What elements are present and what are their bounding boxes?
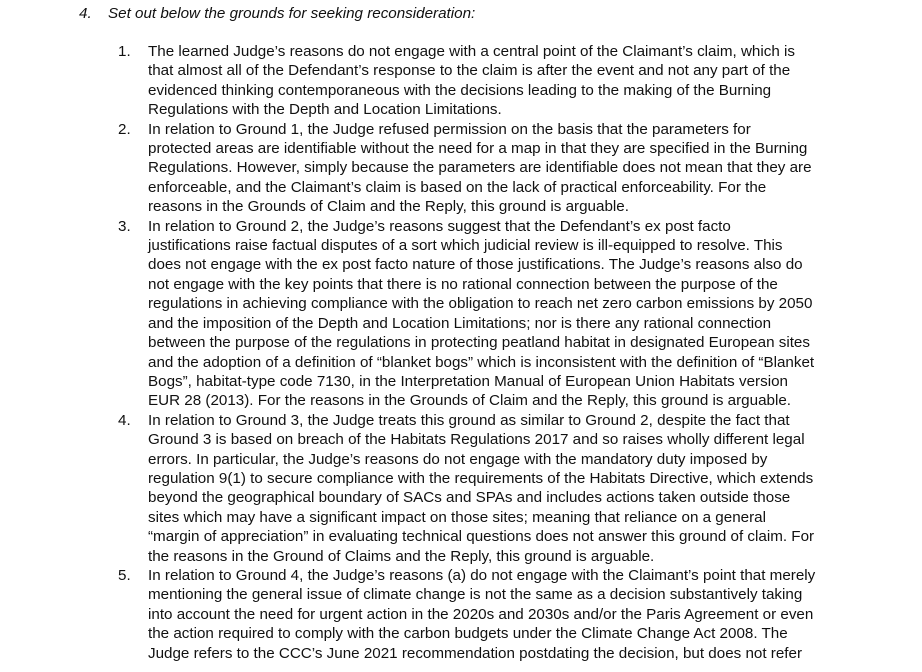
list-item (0, 411, 922, 566)
list-item-number: 5. (118, 566, 131, 584)
list-item (0, 217, 922, 411)
list-item-text-line: the action required to comply with the carbon budgets under the Climate Change Act 2008. The (148, 625, 788, 643)
list-item-text-line: In relation to Ground 2, the Judge’s reasons suggest that the Defendant’s ex post facto (148, 217, 731, 235)
list-item-text-line: Judge refers to the CCC’s June 2021 recommendation postdating the decision, but does not refer (148, 644, 803, 662)
list-item-text-line: In relation to Ground 1, the Judge refused permission on the basis that the parameters for (148, 120, 751, 138)
list-item-number: 4. (118, 411, 131, 429)
list-item-text-line: justifications raise factual disputes of a sort which judicial review is ill-equipped to resolve. This (148, 237, 783, 255)
list-item-text-line: into account the need for urgent action in the 2020s and 2030s and/or the Paris Agreement or even (148, 605, 814, 623)
section-title: Set out below the grounds for seeking reconsideration: (108, 5, 476, 22)
list-item (0, 120, 922, 217)
list-item-text-line: errors. In particular, the Judge’s reasons do not engage with the mandatory duty imposed by (148, 450, 768, 468)
list-item-text-line: sites which may have a significant impact on those sites; meaning that reliance on a general (148, 508, 766, 526)
list-item-text-line: “margin of appreciation” in evaluating technical questions does not answer this ground of claim. For (148, 528, 815, 546)
list-item-text-line: and the imposition of the Depth and Location Limitations; nor is there any rational connection (148, 314, 772, 332)
list-item-text-line: regulation 9(1) to secure compliance with the requirements of the Habitats Directive, which extends (148, 469, 814, 487)
grounds-list (0, 42, 922, 663)
list-item-text-line: regulations in achieving compliance with the obligation to reach net zero carbon emissions by 2050 (148, 295, 813, 313)
list-item-text-line: the reasons in the Ground of Claims and the Reply, this ground is arguable. (148, 547, 655, 565)
list-item-text-line: that almost all of the Defendant’s response to the claim is after the event and not any part of the (148, 62, 791, 80)
list-item (0, 566, 922, 663)
list-item-text-line: and the adoption of a definition of “blanket bogs” which is inconsistent with the definition of “Blanket (148, 353, 815, 371)
list-item-text-line: reasons in the Grounds of Claim and the Reply, this ground is arguable. (148, 198, 629, 216)
list-item-text-line: In relation to Ground 4, the Judge’s reasons (a) do not engage with the Claimant’s point that merely (148, 566, 816, 584)
list-item-text-line: mentioning the general issue of climate change is not the same as a decision substantively taking (148, 586, 803, 604)
list-item-text-line: does not engage with the ex post facto nature of those justifications. The Judge’s reasons also do (148, 256, 803, 274)
list-item-text-line: not engage with the key points that there is no rational connection between the purpose of the (148, 275, 778, 293)
list-item-text-line: Bogs”, habitat-type code 7130, in the Interpretation Manual of European Union Habitats version (148, 372, 788, 390)
list-item-text-line: Regulations. However, simply because the parameters are identifiable does not mean that they are (148, 159, 812, 177)
list-item-number: 1. (118, 43, 131, 60)
list-item-text-line: Ground 3 is based on breach of the Habitats Regulations 2017 and so raises wholly different legal (148, 431, 805, 449)
list-item-text-line: Regulations with the Depth and Location Limitations. (148, 101, 502, 119)
list-item-text-line: evidenced thinking contemporaneous with the decisions leading to the making of the Burning (148, 81, 772, 99)
list-item-text-line: enforceable, and the Claimant’s claim is based on the lack of practical enforceability. For the (148, 178, 767, 196)
list-item-text-line: The learned Judge’s reasons do not engage with a central point of the Claimant’s claim, which is (148, 43, 795, 60)
list-item-text-line: between the purpose of the regulations in protecting peatland habitat in designated European sites (148, 334, 810, 352)
list-item (0, 42, 922, 120)
list-item-text-line: In relation to Ground 3, the Judge treats this ground as similar to Ground 2, despite the fact that (148, 411, 790, 429)
section-number: 4. (79, 5, 92, 22)
list-item-text-line: EUR 28 (2013). For the reasons in the Grounds of Claim and the Reply, this ground is arguable. (148, 392, 791, 410)
list-item-text-line: protected areas are identifiable without the need for a map in that they are specified in the Burning (148, 140, 808, 158)
list-item-text-line: beyond the geographical boundary of SACs and SPAs and includes actions taken outside those (148, 489, 791, 507)
list-item-number: 2. (118, 120, 131, 138)
list-item-number: 3. (118, 217, 131, 235)
